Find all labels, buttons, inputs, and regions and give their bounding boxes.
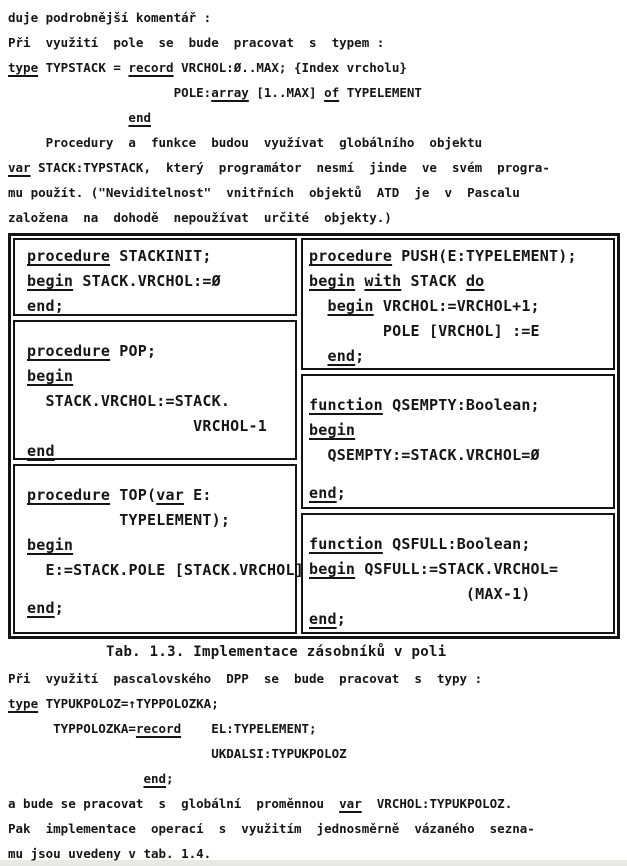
code-line: begin with STACK do (309, 272, 485, 290)
cell-function-qsfull (301, 513, 615, 634)
outro-text-line: mu jsou uvedeny v tab. 1.4. (8, 846, 212, 861)
code-line: end; (309, 610, 346, 628)
underlined-keyword: end (309, 484, 337, 502)
code-line: VRCHOL-1 (27, 417, 267, 435)
code-line (27, 583, 295, 596)
outro-text-line: TYPPOLOZKA=record EL:TYPELEMENT; (8, 721, 317, 736)
underlined-keyword: end (128, 110, 151, 125)
code-line: function QSEMPTY:Boolean; (309, 396, 540, 414)
outro-text-line: type TYPUKPOLOZ=↑TYPPOLOZKA; (8, 696, 219, 711)
underlined-keyword: var (156, 486, 184, 504)
code-line: procedure STACKINIT; (27, 247, 212, 265)
code-line: end; (327, 347, 365, 365)
underlined-keyword: begin (27, 367, 74, 385)
underlined-keyword: do (465, 272, 485, 290)
underlined-keyword: begin (309, 272, 356, 290)
underlined-keyword: var (339, 796, 362, 811)
underlined-keyword: type (8, 696, 39, 711)
code-line: begin QSFULL:=STACK.VRCHOL= (309, 560, 559, 578)
code-line (27, 470, 295, 483)
code-line (27, 533, 295, 558)
underlined-keyword: record (128, 60, 174, 75)
underlined-keyword: procedure (27, 247, 111, 265)
code-line: procedure TOP(var E: (27, 486, 212, 504)
table-right-column (299, 236, 617, 636)
outro-text-line: Pak implementace operací s využitím jednosměrně vázaného sezna- (8, 821, 535, 836)
code-line: procedure POP; (27, 342, 157, 360)
table-left-column (11, 236, 304, 636)
code-line: begin VRCHOL:=VRCHOL+1; (327, 297, 540, 315)
outro-text-line: UKDALSI:TYPUKPOLOZ (8, 746, 347, 761)
intro-text-line: POLE:array [1..MAX] of TYPELEMENT (8, 85, 422, 100)
underlined-keyword: type (8, 60, 39, 75)
code-line (27, 439, 295, 464)
underlined-keyword: begin (309, 421, 356, 439)
code-line: end; (309, 484, 346, 502)
code-line (309, 418, 613, 443)
table-caption: Tab. 1.3. Implementace zásobníků v poli (106, 644, 447, 660)
outro-text-line: Při využití pascalovského DPP se bude pracovat s typy : (8, 671, 483, 686)
code-line: end; (27, 297, 64, 315)
intro-text-line: type TYPSTACK = record VRCHOL:Ø..MAX; {Index vrcholu} (8, 60, 407, 75)
code-line: TYPELEMENT); (27, 511, 231, 529)
code-line: end; (27, 599, 64, 617)
cell-function-qsempty (301, 374, 615, 509)
underlined-keyword: begin (309, 560, 356, 578)
code-line (309, 519, 613, 532)
stack-operations-table (8, 233, 620, 639)
code-line (27, 364, 295, 389)
code-line: (MAX-1) (309, 585, 531, 603)
code-line (309, 468, 613, 481)
underlined-keyword: end (327, 347, 356, 365)
underlined-keyword: end (27, 599, 55, 617)
underlined-keyword: procedure (27, 342, 111, 360)
underlined-keyword: function (309, 396, 383, 414)
underlined-keyword: end (143, 771, 167, 786)
outro-text (8, 666, 620, 866)
cell-procedure-top (13, 464, 304, 634)
cell-procedure-push (301, 238, 615, 370)
underlined-keyword: end (27, 297, 55, 315)
code-line: QSEMPTY:=STACK.VRCHOL=Ø (309, 446, 540, 464)
intro-text-line: Při využití pole se bude pracovat s typem : (8, 35, 385, 50)
code-line: procedure PUSH(E:TYPELEMENT); (309, 247, 577, 265)
underlined-keyword: procedure (309, 247, 393, 265)
intro-text-line: mu použít. ("Neviditelnost" vnitřních objektů ATD je v Pascalu (8, 185, 520, 200)
code-line: STACK.VRCHOL:=STACK. (27, 392, 231, 410)
code-line (27, 326, 295, 339)
intro-text-line: duje podrobnější komentář : (8, 10, 212, 25)
underlined-keyword: end (309, 610, 337, 628)
underlined-keyword: with (364, 272, 402, 290)
cell-procedure-stackinit (13, 238, 297, 316)
code-line: POLE [VRCHOL] :=E (309, 322, 540, 340)
intro-text (8, 5, 620, 230)
intro-text-line: založena na dohodě nepoužívat určité objekty.) (8, 210, 392, 225)
cell-procedure-pop (13, 320, 297, 460)
underlined-keyword: var (8, 160, 31, 175)
outro-text-line: end; (143, 771, 174, 786)
code-line: function QSFULL:Boolean; (309, 535, 531, 553)
code-line: begin STACK.VRCHOL:=Ø (27, 272, 221, 290)
code-line: E:=STACK.POLE [STACK.VRCHOL] (27, 561, 304, 579)
underlined-keyword: procedure (27, 486, 111, 504)
intro-text-line: var STACK:TYPSTACK, který programátor nesmí jinde ve svém progra- (8, 160, 550, 175)
underlined-keyword: begin (327, 297, 374, 315)
underlined-keyword: record (135, 721, 182, 736)
underlined-keyword: of (324, 85, 340, 100)
underlined-keyword: end (27, 442, 55, 460)
intro-text-line: Procedury a funkce budou využívat globálního objektu (8, 135, 483, 150)
underlined-keyword: begin (27, 536, 74, 554)
outro-text-line: a bude se pracovat s globální proměnnou var VRCHOL:TYPUKPOLOZ. (8, 796, 513, 811)
underlined-keyword: function (309, 535, 383, 553)
underlined-keyword: array (211, 85, 249, 100)
intro-text-line (8, 105, 620, 130)
underlined-keyword: begin (27, 272, 74, 290)
code-line (309, 380, 613, 393)
